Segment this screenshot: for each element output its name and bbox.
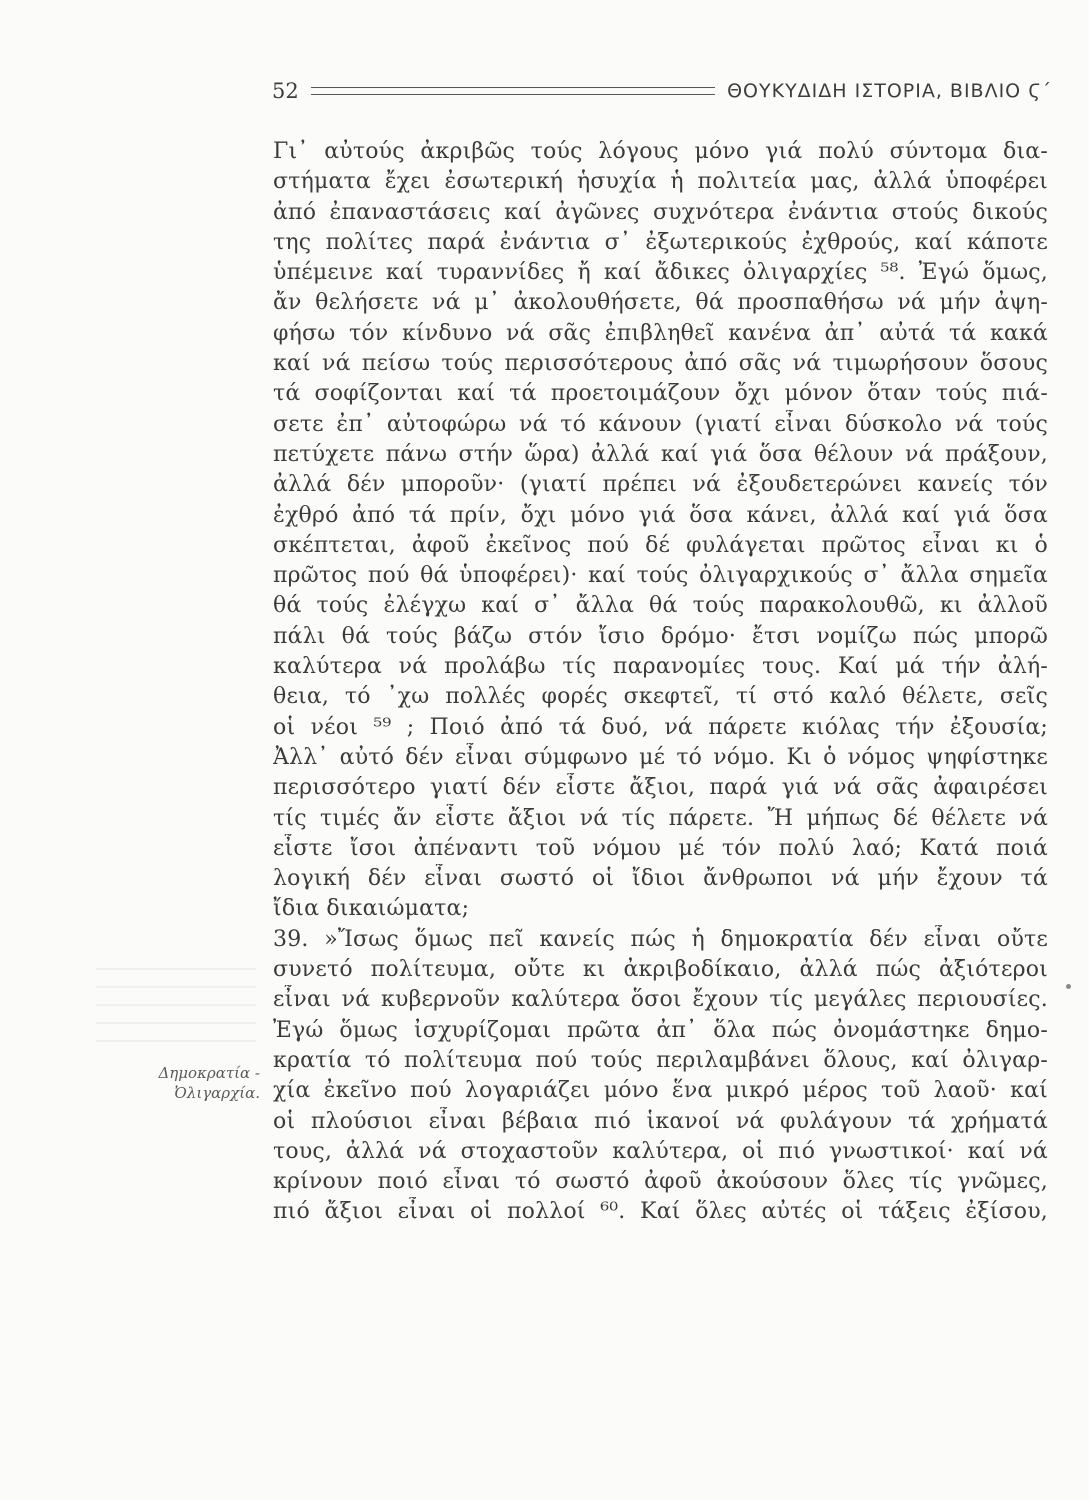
text-line: χία ἐκεῖνο πού λογαριάζει μόνο ἕνα μικρό μέρος τοῦ λαοῦ· καί (273, 1078, 1048, 1104)
stray-ink-dot (1066, 984, 1071, 989)
text-line: Ἀλλ᾽ αὐτό δέν εἶναι σύμφωνο μέ τό νόμο. Κι ὁ νόμος ψηφίστηκε (273, 744, 1048, 770)
text-line: πετύχετε πάνω στήν ὥρα) ἀλλά καί γιά ὅσα θέλουν νά πράξουν, (273, 441, 1048, 467)
text-line: σετε ἐπ᾽ αὐτοφώρω νά τό κάνουν (γιατί εἶναι δύσκολο νά τούς (273, 411, 1048, 437)
text-line: 39. »Ἴσως ὅμως πεῖ κανείς πώς ἡ δημοκρατία δέν εἶναι οὔτε (273, 926, 1048, 952)
margin-note-line: Δημοκρατία - (158, 1064, 260, 1082)
text-line: φήσω τόν κίνδυνο νά σᾶς ἐπιβληθεῖ κανένα ἀπ᾽ αὐτά τά κακά (273, 320, 1048, 346)
text-line: οἱ πλούσιοι εἶναι βέβαια πιό ἱκανοί νά φυλάγουν τά χρήματά (273, 1108, 1048, 1134)
margin-note-line: Ὀλιγαρχία. (174, 1084, 260, 1102)
text-line: πρῶτος πού θά ὑποφέρει)· καί τούς ὀλιγαρχικούς σ᾽ ἄλλα σημεῖα (273, 563, 1048, 589)
text-line: οἱ νέοι ⁵⁹ ; Ποιό ἀπό τά δυό, νά πάρετε κιόλας τήν ἐξουσία; (273, 714, 1048, 740)
body-text (273, 137, 1048, 1228)
text-line: ἀπό ἐπαναστάσεις καί ἀγῶνες συχνότερα ἐνάντια στούς δικούς (273, 199, 1048, 225)
text-line: κρατία τό πολίτευμα πού τούς περιλαμβάνει ὅλους, καί ὀλιγαρ- (273, 1047, 1048, 1073)
text-line: πάλι θά τούς βάζω στόν ἴσιο δρόμο· ἔτσι νομίζω πώς μπορῶ (273, 623, 1048, 649)
text-line: πιό ἄξιοι εἶναι οἱ πολλοί ⁶⁰. Καί ὅλες αὐτές οἱ τάξεις ἐξίσου, (273, 1199, 1048, 1225)
text-line: περισσότερο γιατί δέν εἶστε ἄξιοι, παρά γιά νά σᾶς ἀφαιρέσει (273, 775, 1048, 801)
page-number: 52 (272, 79, 299, 103)
text-line: τίς τιμές ἄν εἶστε ἄξιοι νά τίς πάρετε. Ἤ μήπως δέ θέλετε νά (273, 805, 1048, 831)
show-through-bleed (96, 968, 256, 1058)
text-line: τους, ἀλλά νά στοχαστοῦν καλύτερα, οἱ πιό γνωστικοί· καί νά (273, 1138, 1048, 1164)
text-line: κρίνουν ποιό εἶναι τό σωστό ἀφοῦ ἀκούσουν ὅλες τίς γνῶμες, (273, 1169, 1048, 1195)
text-line: εἶστε ἴσοι ἀπέναντι τοῦ νόμου μέ τόν πολύ λαό; Κατά ποιά (273, 835, 1048, 861)
text-line: λογική δέν εἶναι σωστό οἱ ἴδιοι ἄνθρωποι νά μήν ἔχουν τά (273, 866, 1048, 892)
running-title: ΘΟΥΚΥΔΙΔΗ ΙΣΤΟΡΙΑ, ΒΙΒΛΙΟ Ϛ΄ (727, 80, 1052, 102)
text-line: ἐχθρό ἀπό τά πρίν, ὄχι μόνο γιά ὅσα κάνει, ἀλλά καί γιά ὅσα (273, 502, 1048, 528)
header-double-rule (311, 87, 715, 95)
text-line: ἄν θελήσετε νά μ᾽ ἀκολουθήσετε, θά προσπαθήσω νά μήν ἀψη- (273, 290, 1048, 316)
text-line: καλύτερα νά προλάβω τίς παρανομίες τους. Καί μά τήν ἀλή- (273, 654, 1048, 680)
text-line: της πολίτες παρά ἐνάντια σ᾽ ἐξωτερικούς ἐχθρούς, καί κάποτε (273, 229, 1048, 255)
margin-note (60, 1063, 260, 1103)
text-line: στήματα ἔχει ἐσωτερική ἡσυχία ἡ πολιτεία μας, ἀλλά ὑποφέρει (273, 169, 1048, 195)
text-line: συνετό πολίτευμα, οὔτε κι ἀκριβοδίκαιο, ἀλλά πώς ἀξιότεροι (273, 957, 1048, 983)
text-line: τά σοφίζονται καί τά προετοιμάζουν ὄχι μόνον ὅταν τούς πιά- (273, 381, 1048, 407)
text-line: καί νά πείσω τούς περισσότερους ἀπό σᾶς νά τιμωρήσουν ὅσους (273, 351, 1048, 377)
text-line: εἶναι νά κυβερνοῦν καλύτερα ὅσοι ἔχουν τίς μεγάλες περιουσίες. (273, 987, 1048, 1013)
text-line: θεια, τό ᾽χω πολλές φορές σκεφτεῖ, τί στό καλό θέλετε, σεῖς (273, 684, 1048, 710)
text-line: σκέπτεται, ἀφοῦ ἐκεῖνος πού δέ φυλάγεται πρῶτος εἶναι κι ὁ (273, 532, 1048, 558)
text-line: ἀλλά δέν μποροῦν· (γιατί πρέπει νά ἐξουδετερώνει κανείς τόν (273, 472, 1048, 498)
running-header (272, 76, 1052, 106)
text-line: Ἐγώ ὅμως ἰσχυρίζομαι πρῶτα ἀπ᾽ ὅλα πώς ὀνομάστηκε δημο- (273, 1017, 1048, 1043)
text-line: θά τούς ἐλέγχω καί σ᾽ ἄλλα θά τούς παρακολουθῶ, κι ἀλλοῦ (273, 593, 1048, 619)
text-line: Γι᾽ αὐτούς ἀκριβῶς τούς λόγους μόνο γιά πολύ σύντομα δια- (273, 139, 1048, 164)
text-line: ἴδια δικαιώματα; (273, 896, 470, 922)
text-line: ὑπέμεινε καί τυραννίδες ἤ καί ἄδικες ὀλιγαρχίες ⁵⁸. Ἐγώ ὅμως, (273, 260, 1048, 286)
